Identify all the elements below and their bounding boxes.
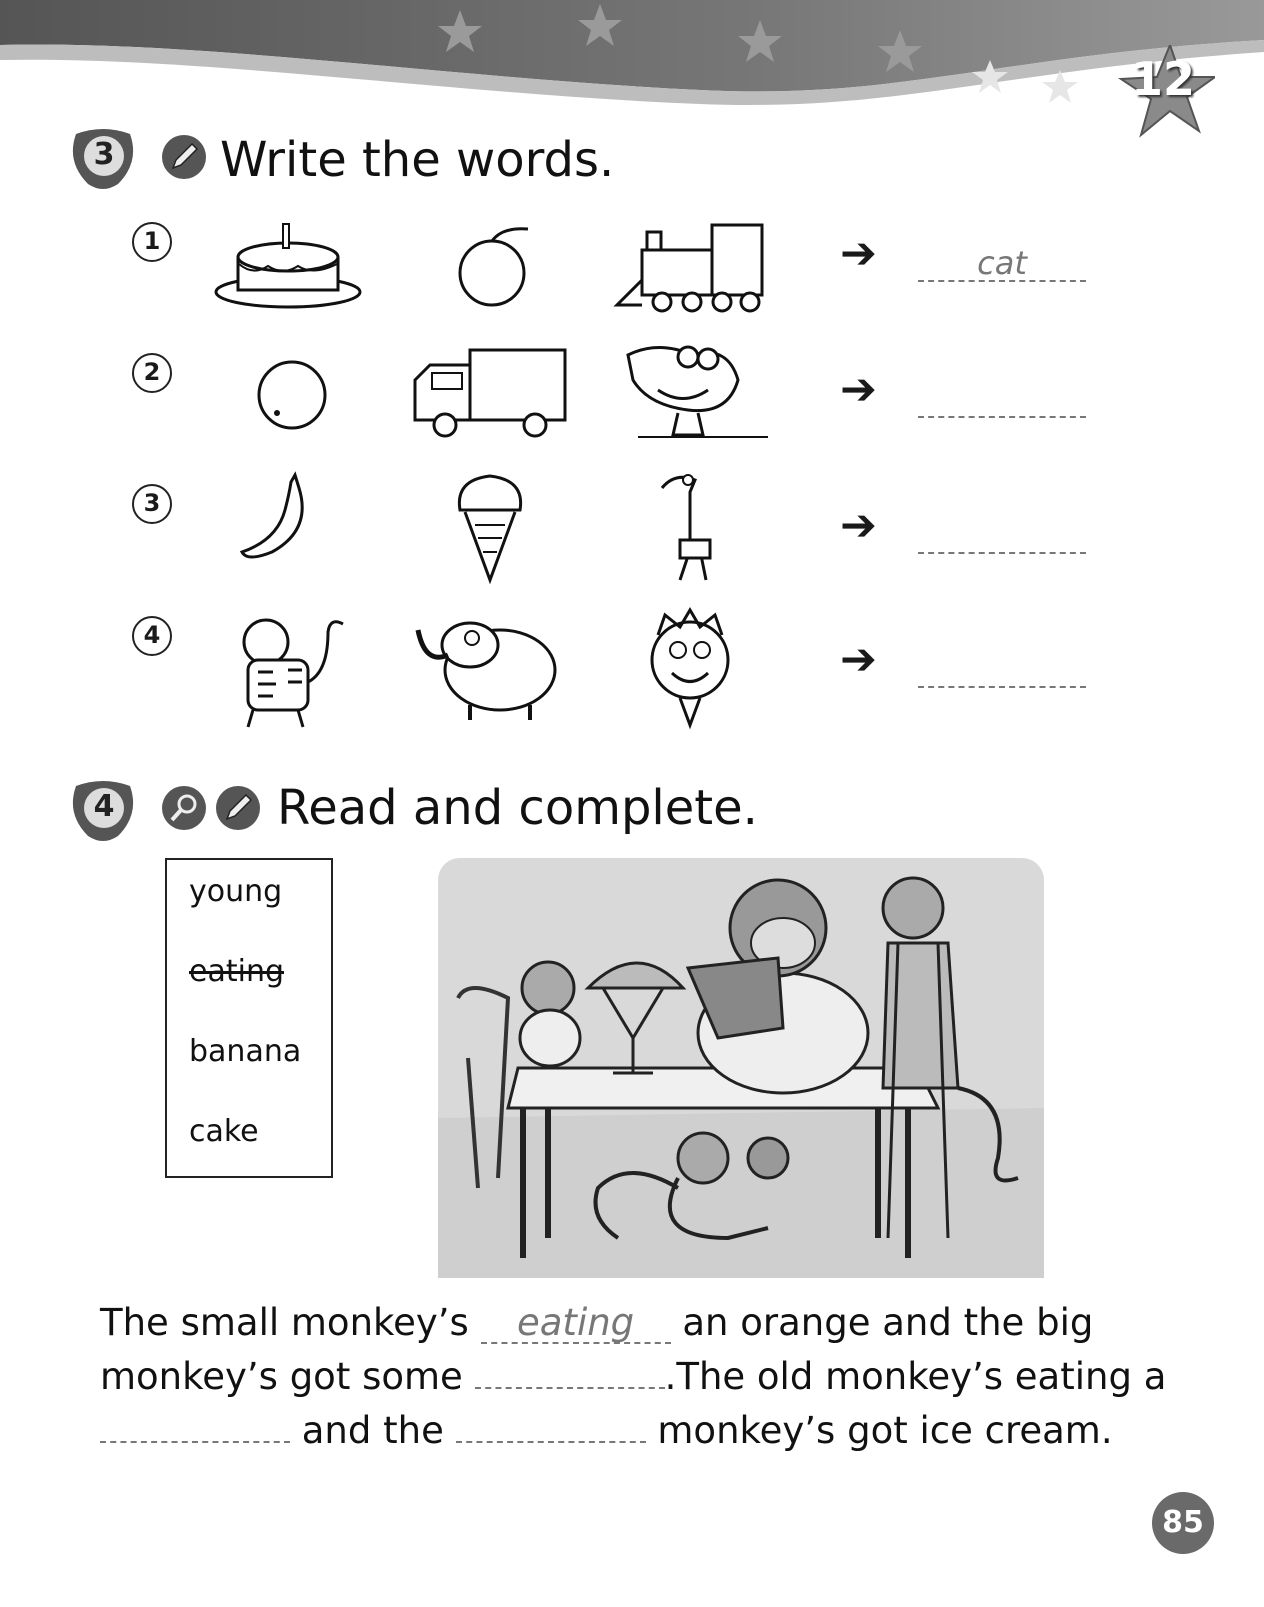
truck-picture: [410, 345, 570, 445]
elephant-picture: [410, 610, 565, 725]
train-picture: [612, 220, 777, 320]
dog-picture: [618, 335, 778, 445]
blank-4[interactable]: [456, 1403, 646, 1443]
exercise-title: Read and complete.: [277, 780, 758, 836]
word-box-item: young: [189, 874, 283, 909]
completion-paragraph: [100, 1296, 1180, 1457]
arrow-icon: ➔: [840, 634, 877, 685]
tiger-picture: [218, 612, 363, 732]
paragraph-text: monkey’s got ice cream.: [645, 1409, 1113, 1452]
apple-picture: [452, 225, 537, 310]
answer-line[interactable]: [918, 518, 1086, 554]
word-box-item: cake: [189, 1114, 259, 1149]
arrow-icon: ➔: [840, 364, 877, 415]
paragraph-text: an orange and the big monkey’s got some: [100, 1301, 1094, 1398]
cake-picture: [213, 212, 363, 312]
word-box-item: banana: [189, 1034, 302, 1069]
arrow-icon: ➔: [840, 500, 877, 551]
blank-3[interactable]: [100, 1403, 290, 1443]
row-number: 2: [132, 353, 172, 393]
exercise-number: 3: [93, 137, 115, 172]
blank-1[interactable]: eating: [481, 1304, 671, 1344]
paragraph-text: The small monkey’s: [100, 1301, 481, 1344]
magnifier-icon: [160, 784, 208, 832]
answer-line[interactable]: cat: [918, 246, 1086, 282]
pencil-icon: [160, 133, 208, 181]
row-number: 1: [132, 222, 172, 262]
ice-cream-picture: [445, 470, 535, 585]
exercise-number: 4: [93, 789, 115, 824]
paragraph-text: and the: [290, 1409, 456, 1452]
row-number: 4: [132, 616, 172, 656]
page-number: 85: [1162, 1505, 1204, 1540]
word-box: [165, 858, 333, 1178]
monkeys-illustration: [438, 858, 1044, 1278]
boy-picture: [640, 605, 740, 730]
unit-number: 12: [1130, 52, 1195, 106]
arrow-icon: ➔: [840, 228, 877, 279]
banana-picture: [237, 470, 312, 565]
pencil-icon: [214, 784, 262, 832]
exercise-title: Write the words.: [220, 132, 615, 188]
giraffe-picture: [650, 470, 730, 585]
orange-picture: [255, 358, 330, 433]
answer-line[interactable]: [918, 382, 1086, 418]
blank-2[interactable]: [475, 1349, 665, 1389]
row-number: 3: [132, 484, 172, 524]
paragraph-text: .The old monkey’s eating a: [664, 1355, 1167, 1398]
word-box-item-crossed: eating: [189, 954, 284, 989]
answer-line[interactable]: [918, 652, 1086, 688]
header-banner: [0, 0, 1264, 150]
